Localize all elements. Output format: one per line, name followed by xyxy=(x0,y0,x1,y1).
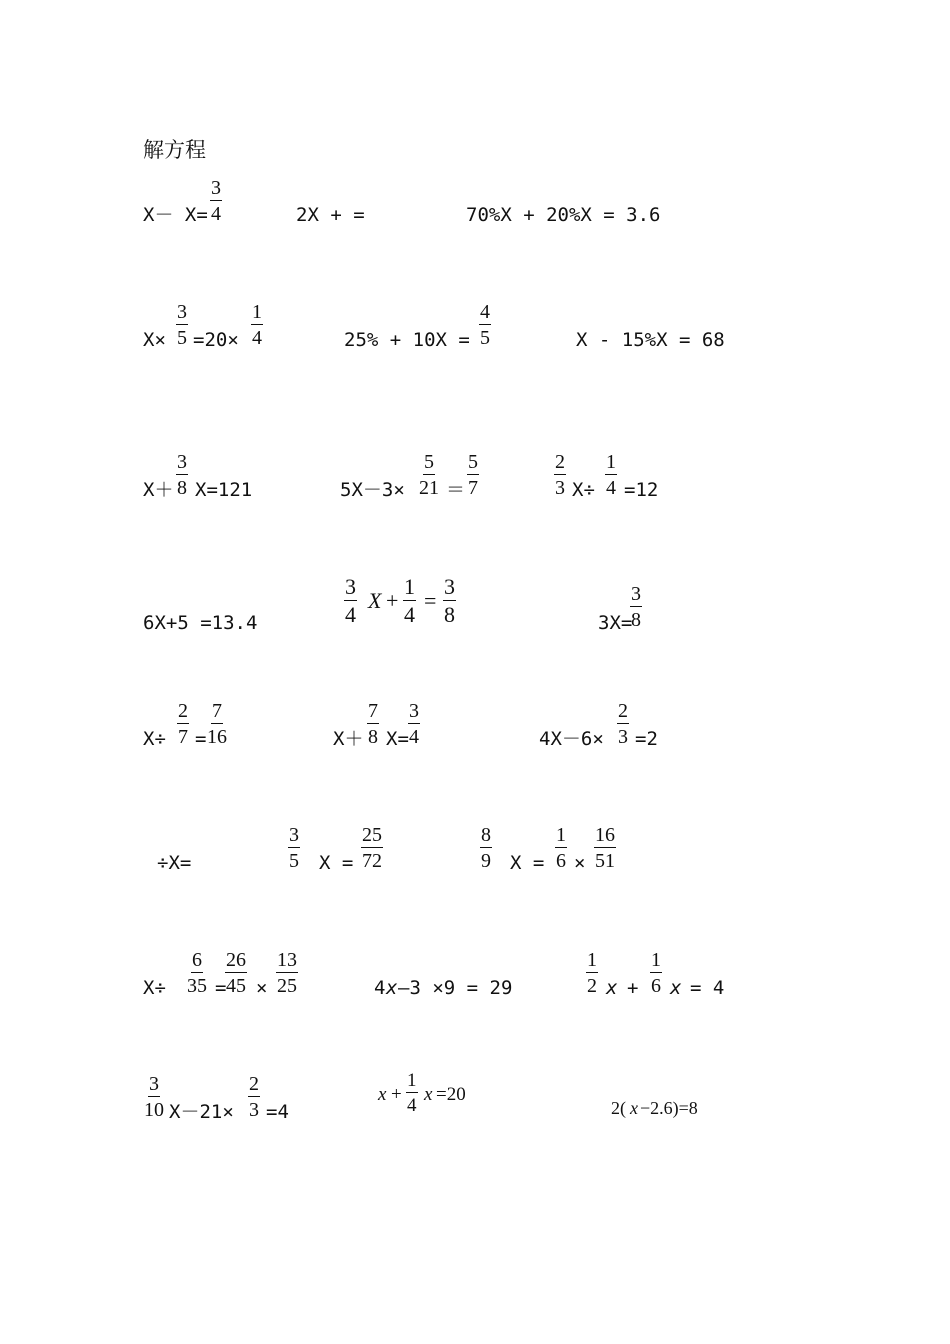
numerator: 3 xyxy=(444,574,455,599)
numerator: 3 xyxy=(211,177,221,199)
eq9-text-b: =12 xyxy=(624,479,659,501)
denominator: 35 xyxy=(187,975,207,997)
eq2-text: 2X + = xyxy=(296,204,365,226)
numerator: 1 xyxy=(606,451,616,473)
eq15-text-b: =2 xyxy=(635,728,658,750)
numerator: 3 xyxy=(177,301,187,323)
eq4-text-a: X× xyxy=(143,329,166,351)
eq21-var-b: x xyxy=(670,977,682,999)
eq23-var-a: x xyxy=(378,1084,387,1105)
numerator: 5 xyxy=(468,451,478,473)
eq9-text-a: X÷ xyxy=(572,479,595,501)
eq9-fraction-a xyxy=(554,452,566,498)
denominator: 21 xyxy=(419,477,439,499)
denominator: 45 xyxy=(226,975,246,997)
eq13-text-a: X÷ xyxy=(143,728,166,750)
denominator: 4 xyxy=(606,477,616,499)
denominator: 7 xyxy=(178,726,188,748)
denominator: 3 xyxy=(555,477,565,499)
numerator: 4 xyxy=(480,301,490,323)
numerator: 3 xyxy=(177,451,187,473)
eq8-text-a: 5X－3× xyxy=(340,479,405,501)
eq5-fraction xyxy=(479,302,491,348)
eq12-fraction xyxy=(630,584,642,630)
eq22-text-a: X－21× xyxy=(169,1101,234,1123)
page-title: 解方程 xyxy=(143,138,206,162)
eq1-text: X－ X= xyxy=(143,204,208,226)
denominator: 4 xyxy=(404,602,415,627)
eq13-text-b: = xyxy=(195,728,207,750)
eq18-fraction-c xyxy=(594,825,616,871)
eq7-fraction xyxy=(176,452,188,498)
eq16-text: ÷X= xyxy=(157,852,192,874)
numerator: 2 xyxy=(618,700,628,722)
eq6-text: X - 15%X = 68 xyxy=(576,329,725,351)
numerator: 8 xyxy=(481,824,491,846)
eq18-fraction-a xyxy=(480,825,492,871)
eq3-text: 70%X + 20%X = 3.6 xyxy=(466,204,661,226)
denominator: 8 xyxy=(368,726,378,748)
eq21-plus: + xyxy=(627,977,639,999)
eq10-text: 6X+5 =13.4 xyxy=(143,612,258,634)
numerator: 2 xyxy=(178,700,188,722)
eq18-text-b: × xyxy=(574,852,586,874)
eq14-text-a: X＋ xyxy=(333,728,364,750)
denominator: 5 xyxy=(177,327,187,349)
eq17-fraction-b xyxy=(361,825,383,871)
numerator: 3 xyxy=(631,583,641,605)
numerator: 3 xyxy=(149,1073,159,1095)
eq22-text-b: =4 xyxy=(266,1101,289,1123)
eq8-text-b: ＝ xyxy=(446,479,466,501)
numerator: 25 xyxy=(362,824,382,846)
eq20-text-b: —3 ×9 = 29 xyxy=(398,977,513,999)
eq24-var: x xyxy=(630,1098,638,1118)
denominator: 4 xyxy=(345,602,356,627)
denominator: 6 xyxy=(651,975,661,997)
eq13-fraction-a xyxy=(177,701,189,747)
denominator: 9 xyxy=(481,850,491,872)
numerator: 16 xyxy=(595,824,615,846)
numerator: 1 xyxy=(556,824,566,846)
denominator: 7 xyxy=(468,477,478,499)
eq14-fraction-a xyxy=(367,701,379,747)
eq22-fraction-a xyxy=(143,1074,165,1120)
eq20-text-a: 4 xyxy=(374,977,386,999)
numerator: 3 xyxy=(289,824,299,846)
denominator: 8 xyxy=(444,602,455,627)
eq8-fraction-a xyxy=(418,452,440,498)
denominator: 2 xyxy=(587,975,597,997)
numerator: 7 xyxy=(212,700,222,722)
eq9-fraction-b xyxy=(605,452,617,498)
eq23-plus: + xyxy=(391,1084,402,1105)
eq23-var-b: x xyxy=(424,1084,433,1105)
denominator: 16 xyxy=(207,726,227,748)
numerator: 1 xyxy=(651,949,661,971)
numerator: 6 xyxy=(192,949,202,971)
numerator: 1 xyxy=(252,301,262,323)
eq23-fraction xyxy=(406,1071,418,1115)
eq21-var-a: x xyxy=(606,977,618,999)
eq19-fraction-c xyxy=(276,950,298,996)
eq19-fraction-a xyxy=(186,950,208,996)
eq19-text-a: X÷ xyxy=(143,977,166,999)
denominator: 10 xyxy=(144,1099,164,1121)
eq17-text: X = xyxy=(319,852,354,874)
denominator: 51 xyxy=(595,850,615,872)
eq15-fraction xyxy=(617,701,629,747)
eq4-fraction-b xyxy=(251,302,263,348)
eq24-text-a: 2( xyxy=(611,1098,626,1118)
eq11-fraction-b xyxy=(403,576,416,626)
denominator: 3 xyxy=(249,1099,259,1121)
eq18-text-a: X = xyxy=(510,852,545,874)
eq4-text-b: =20× xyxy=(193,329,239,351)
eq17-fraction-a xyxy=(288,825,300,871)
eq5-text: 25% + 10X = xyxy=(344,329,470,351)
eq13-fraction-b xyxy=(206,701,228,747)
numerator: 5 xyxy=(424,451,434,473)
numerator: 3 xyxy=(345,574,356,599)
eq12-text: 3X= xyxy=(598,612,633,634)
denominator: 72 xyxy=(362,850,382,872)
denominator: 4 xyxy=(409,726,419,748)
numerator: 1 xyxy=(587,949,597,971)
numerator: 3 xyxy=(409,700,419,722)
numerator: 7 xyxy=(368,700,378,722)
eq1-fraction xyxy=(210,178,222,224)
eq24-text-b: −2.6)=8 xyxy=(640,1098,698,1118)
numerator: 1 xyxy=(407,1070,417,1091)
eq11-equals: = xyxy=(424,588,437,613)
eq7-text-a: X＋ xyxy=(143,479,174,501)
numerator: 26 xyxy=(226,949,246,971)
denominator: 6 xyxy=(556,850,566,872)
numerator: 1 xyxy=(404,574,415,599)
eq19-fraction-b xyxy=(225,950,247,996)
eq4-fraction-a xyxy=(176,302,188,348)
eq19-text-c: × xyxy=(256,977,268,999)
denominator: 4 xyxy=(211,203,221,225)
eq23-text: =20 xyxy=(436,1084,466,1105)
denominator: 4 xyxy=(407,1095,417,1116)
eq14-fraction-b xyxy=(408,701,420,747)
eq11-fraction-c xyxy=(443,576,456,626)
eq21-fraction-b xyxy=(650,950,662,996)
eq8-fraction-b xyxy=(467,452,479,498)
denominator: 8 xyxy=(177,477,187,499)
eq14-text-b: X= xyxy=(386,728,409,750)
eq21-fraction-a xyxy=(586,950,598,996)
eq7-text-b: X=121 xyxy=(195,479,253,501)
eq11-plus: + xyxy=(386,588,399,613)
denominator: 25 xyxy=(277,975,297,997)
eq20-var: x xyxy=(386,977,398,999)
eq15-text-a: 4X－6× xyxy=(539,728,604,750)
denominator: 3 xyxy=(618,726,628,748)
eq18-fraction-b xyxy=(555,825,567,871)
numerator: 2 xyxy=(249,1073,259,1095)
numerator: 2 xyxy=(555,451,565,473)
denominator: 8 xyxy=(631,609,641,631)
denominator: 4 xyxy=(252,327,262,349)
eq11-fraction-a xyxy=(344,576,357,626)
eq21-text: = 4 xyxy=(690,977,725,999)
denominator: 5 xyxy=(480,327,490,349)
eq19-text-b: = xyxy=(215,977,227,999)
numerator: 13 xyxy=(277,949,297,971)
eq22-fraction-b xyxy=(248,1074,260,1120)
denominator: 5 xyxy=(289,850,299,872)
eq11-var: X xyxy=(368,588,382,613)
